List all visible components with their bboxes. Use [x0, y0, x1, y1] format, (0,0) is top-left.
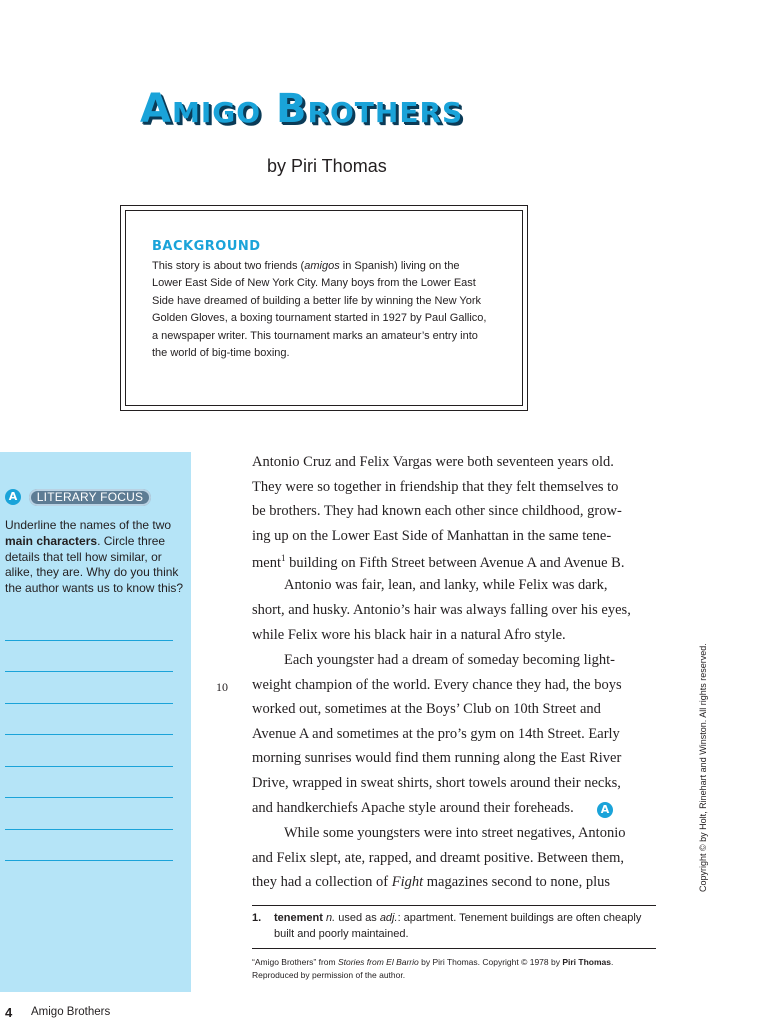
literary-focus-label: LITERARY FOCUS — [29, 489, 151, 506]
story-line: They were so together in friendship that they felt themselves to — [252, 479, 619, 495]
story-line: worked out, sometimes at the Boys’ Club on 10th Street and — [252, 701, 601, 717]
author-byline: by Piri Thomas — [267, 156, 387, 176]
story-line: Drive, wrapped in sweat shirts, short towels around their necks, — [252, 775, 621, 791]
story-line-text: magazines second to none, plus — [426, 874, 610, 890]
story-line: ing up on the Lower East Side of Manhattan in the same tene- — [252, 528, 612, 544]
story-line: and handkerchiefs Apache style around their foreheads. — [252, 800, 574, 816]
story-line — [252, 874, 610, 891]
literary-focus-marker: A — [597, 802, 613, 818]
story-line: be brothers. They had known each other since childhood, grow- — [252, 503, 622, 519]
literary-focus-prompt — [5, 518, 185, 597]
running-title: Amigo Brothers — [31, 1006, 111, 1018]
prompt-start: Underline the names of the two — [5, 518, 172, 532]
prompt-bold: main characters — [5, 533, 98, 548]
credit-part2: by Piri Thomas. Copyright © 1978 by — [418, 957, 563, 967]
credit-rule — [252, 948, 656, 949]
answer-line[interactable] — [5, 766, 173, 767]
prompt-end: . Circle three details that tell how similar, or alike, they are. Why do you think the author wants us to know this? — [5, 533, 184, 596]
story-line: while Felix wore his black hair in a natural Afro style. — [252, 627, 566, 643]
background-heading: BACKGROUND — [152, 239, 261, 254]
story-line: short, and husky. Antonio’s hair was always falling over his eyes, — [252, 602, 631, 618]
story-line: weight champion of the world. Every chance they had, the boys — [252, 677, 622, 693]
story-line: morning sunrises would find them running along the East River — [252, 750, 622, 766]
story-line: Antonio was fair, lean, and lanky, while Felix was dark, — [284, 577, 608, 593]
story-line: Each youngster had a dream of someday becoming light- — [284, 652, 615, 668]
answer-line[interactable] — [5, 860, 173, 861]
tenement-word-end: ment — [252, 554, 281, 571]
footnote-rule — [252, 905, 656, 906]
footnote-used-as: used as — [338, 912, 377, 924]
credit-part1: “Amigo Brothers” from — [252, 957, 338, 967]
credit-part3: . Reproduced by permission of the author. — [252, 957, 614, 980]
literary-focus-badge: A — [5, 489, 21, 505]
story-line-text: they had a collection of — [252, 874, 389, 890]
answer-line[interactable] — [5, 640, 173, 641]
story-line: Avenue A and sometimes at the pro’s gym on 14th Street. Early — [252, 726, 620, 742]
story-line: Antonio Cruz and Felix Vargas were both seventeen years old. — [252, 454, 614, 470]
background-text-start: This story is about two friends ( — [152, 260, 305, 272]
story-line: and Felix slept, ate, rapped, and dreamt positive. Between them, — [252, 850, 625, 866]
answer-line[interactable] — [5, 671, 173, 672]
background-text — [152, 258, 492, 362]
background-text-italic: amigos — [304, 260, 340, 272]
answer-line[interactable] — [5, 797, 173, 798]
footnote-pos: n. — [325, 912, 336, 924]
line-number: 10 — [216, 680, 228, 694]
footnote-number: 1. — [252, 912, 262, 924]
copyright-notice: Copyright © by Holt, Rinehart and Winston. All rights reserved. — [698, 643, 708, 892]
story-line-text: building on Fifth Street between Avenue A and Avenue B. — [289, 554, 625, 571]
answer-line[interactable] — [5, 829, 173, 830]
footnote-definition: : apartment. Tenement buildings are often cheaply built and poorly maintained. — [274, 912, 642, 940]
footnote-term: tenement — [274, 912, 323, 924]
footnote — [252, 910, 656, 942]
footnote-body — [274, 910, 654, 942]
credit-line — [252, 956, 662, 982]
page-number: 4 — [5, 1005, 13, 1020]
answer-line[interactable] — [5, 734, 173, 735]
story-line: While some youngsters were into street negatives, Antonio — [284, 825, 626, 841]
footnote-marker: 1 — [281, 553, 286, 563]
footnote-adj: adj. — [379, 912, 398, 924]
credit-source: Stories from El Barrio — [337, 957, 419, 967]
answer-line[interactable] — [5, 703, 173, 704]
background-text-end: in Spanish) living on the Lower East Side of New York City. Many boys from the Lower East Side have dreamed of building a better life by winning the New York Golden Gloves, a boxing tournament started in 1927 by Paul Gallico, a newspaper writer. This tournament marks an amateur’s entry into the world of big-time boxing. — [152, 260, 487, 360]
credit-author: Piri Thomas — [562, 957, 611, 967]
story-line — [252, 553, 624, 572]
story-title: Amigo Brothers — [140, 86, 464, 132]
fight-magazine-title: Fight — [391, 874, 424, 890]
background-box — [120, 205, 528, 411]
